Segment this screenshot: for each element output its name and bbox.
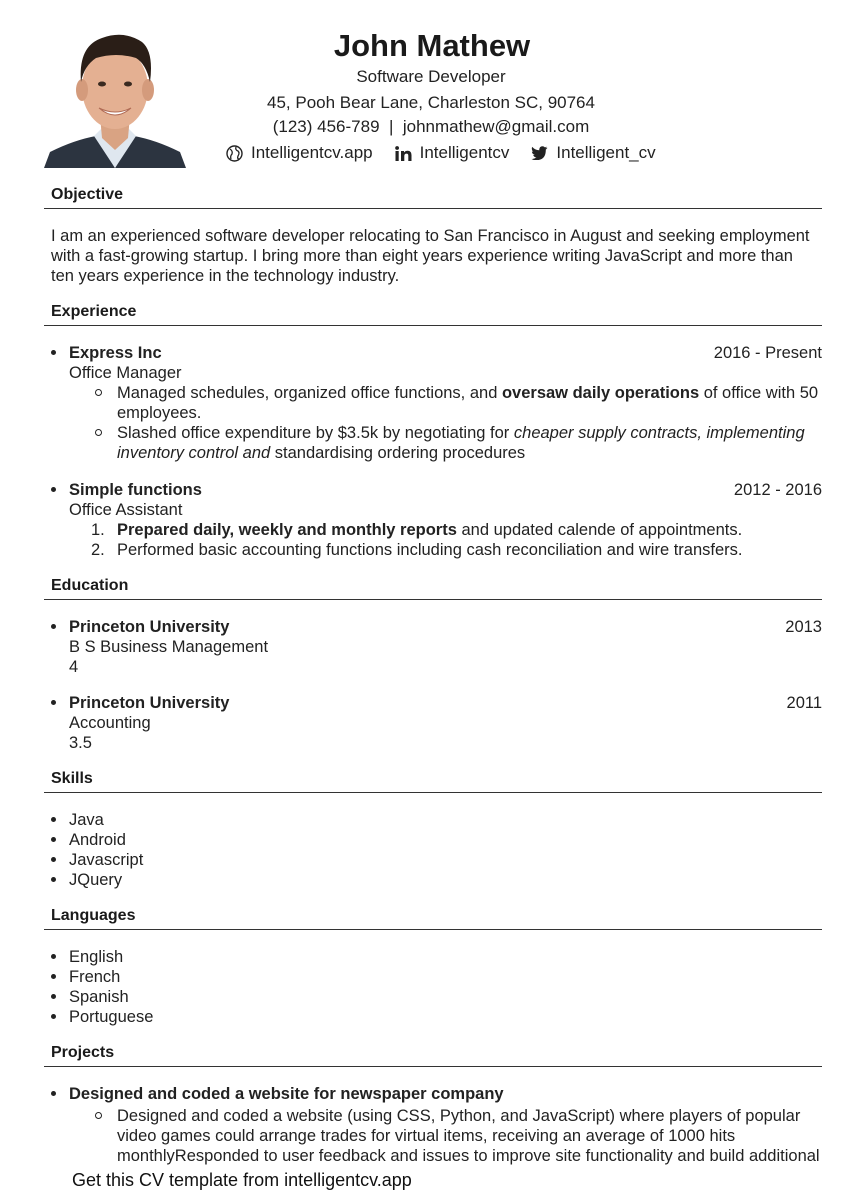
list-number: 1. — [91, 521, 105, 539]
twitter-link[interactable] — [531, 143, 655, 163]
language-label: French — [69, 968, 121, 986]
bullet — [51, 624, 56, 629]
objective-line: ten years experience in the technology industry. — [51, 267, 400, 285]
education-heading: Education — [51, 577, 129, 594]
graduation-year: 2013 — [785, 618, 822, 636]
bullet — [51, 487, 56, 492]
address: 45, Pooh Bear Lane, Charleston SC, 90764 — [267, 93, 595, 112]
job-title: Software Developer — [356, 67, 506, 86]
skills-heading: Skills — [51, 770, 93, 787]
job-role: Office Assistant — [69, 501, 183, 519]
duty-emphasis: inventory control and — [117, 444, 271, 462]
linkedin-link[interactable] — [395, 143, 510, 163]
section-divider — [44, 599, 822, 600]
bullet — [51, 1091, 56, 1096]
website-link[interactable] — [226, 143, 373, 163]
section-divider — [44, 929, 822, 930]
contact-line — [236, 117, 626, 137]
duty-text: standardising ordering procedures — [270, 444, 526, 462]
job-date: 2016 - Present — [713, 344, 822, 362]
section-divider — [44, 208, 822, 209]
duty-emphasis: cheaper supply contracts, implementing — [513, 424, 805, 442]
job-duty — [91, 540, 822, 560]
duty-text: employees. — [117, 404, 202, 422]
bullet — [51, 837, 56, 842]
gpa: 3.5 — [69, 734, 92, 752]
language-label: Spanish — [69, 988, 129, 1006]
section-divider — [44, 1066, 822, 1067]
language-label: English — [69, 948, 124, 966]
school-name: Princeton University — [69, 694, 230, 712]
job-role: Office Manager — [69, 364, 182, 382]
job-duty — [91, 520, 822, 540]
section-divider — [44, 325, 822, 326]
job-date: 2012 - 2016 — [733, 481, 822, 499]
globe-icon — [226, 145, 243, 162]
duty-text: and updated calende of appointments. — [456, 521, 743, 539]
degree: B S Business Management — [69, 638, 269, 656]
circle-bullet — [95, 429, 102, 436]
duty-emphasis: oversaw daily operations — [501, 384, 700, 402]
objective-heading: Objective — [51, 186, 124, 203]
phone-number: (123) 456-789 — [272, 117, 380, 136]
footer-note: Get this CV template from intelligentcv.app — [72, 1170, 412, 1190]
objective-line: with a fast-growing startup. I bring more than eight years experience writing JavaScript and more than — [51, 247, 793, 265]
project-title: Designed and coded a website for newspaper company — [69, 1085, 504, 1103]
language-label: Portuguese — [69, 1008, 154, 1026]
candidate-name: John Mathew — [333, 28, 531, 63]
bullet — [51, 700, 56, 705]
project-line: monthlyResponded to user feedback and issues to improve site functionality and build additional — [117, 1147, 820, 1165]
school-name: Princeton University — [69, 618, 230, 636]
twitter-label: Intelligent_cv — [556, 143, 656, 162]
skill-label: JQuery — [69, 871, 123, 889]
duty-text: Slashed office expenditure by $3.5k by negotiating for — [117, 424, 514, 442]
duty-text: of office with 50 — [699, 384, 819, 402]
skill-label: Java — [69, 811, 104, 829]
resume-header — [0, 0, 864, 178]
duty-emphasis: Prepared daily, weekly and monthly reports — [117, 521, 457, 539]
bullet — [51, 350, 56, 355]
linkedin-label: Intelligentcv — [419, 143, 510, 162]
projects-heading: Projects — [51, 1044, 115, 1061]
bullet — [51, 954, 56, 959]
project-description — [95, 1106, 822, 1166]
skill-label: Javascript — [69, 851, 144, 869]
bullet — [51, 877, 56, 882]
project-line: Designed and coded a website (using CSS, Python, and JavaScript) where players of popular — [117, 1107, 801, 1125]
graduation-year: 2011 — [786, 694, 822, 712]
circle-bullet — [95, 389, 102, 396]
duty-text: Managed schedules, organized office functions, and — [117, 384, 502, 402]
website-label: Intelligentcv.app — [251, 143, 373, 162]
gpa: 4 — [69, 658, 79, 676]
contact-separator: | — [389, 117, 394, 136]
objective-line: I am an experienced software developer relocating to San Francisco in August and seeking employment — [51, 227, 810, 245]
section-divider — [44, 792, 822, 793]
skill-label: Android — [69, 831, 126, 849]
languages-heading: Languages — [51, 907, 136, 924]
social-links — [226, 143, 678, 163]
bullet — [51, 994, 56, 999]
list-number: 2. — [91, 541, 105, 559]
company-name: Simple functions — [69, 481, 202, 499]
bullet — [51, 974, 56, 979]
bullet — [51, 817, 56, 822]
company-name: Express Inc — [69, 344, 162, 362]
linkedin-icon — [395, 146, 412, 161]
bullet — [51, 857, 56, 862]
twitter-icon — [531, 146, 548, 160]
bullet — [51, 1014, 56, 1019]
project-line: video games could arrange trades for virtual items, receiving an average of 1000 hits — [117, 1127, 736, 1145]
email-link[interactable]: johnmathew@gmail.com — [402, 117, 590, 136]
job-duty — [95, 423, 822, 463]
experience-heading: Experience — [51, 303, 137, 320]
duty-text: Performed basic accounting functions including cash reconciliation and wire transfers. — [117, 541, 743, 559]
degree: Accounting — [69, 714, 151, 732]
circle-bullet — [95, 1112, 102, 1119]
job-duty — [95, 383, 822, 423]
objective-text — [51, 226, 823, 286]
